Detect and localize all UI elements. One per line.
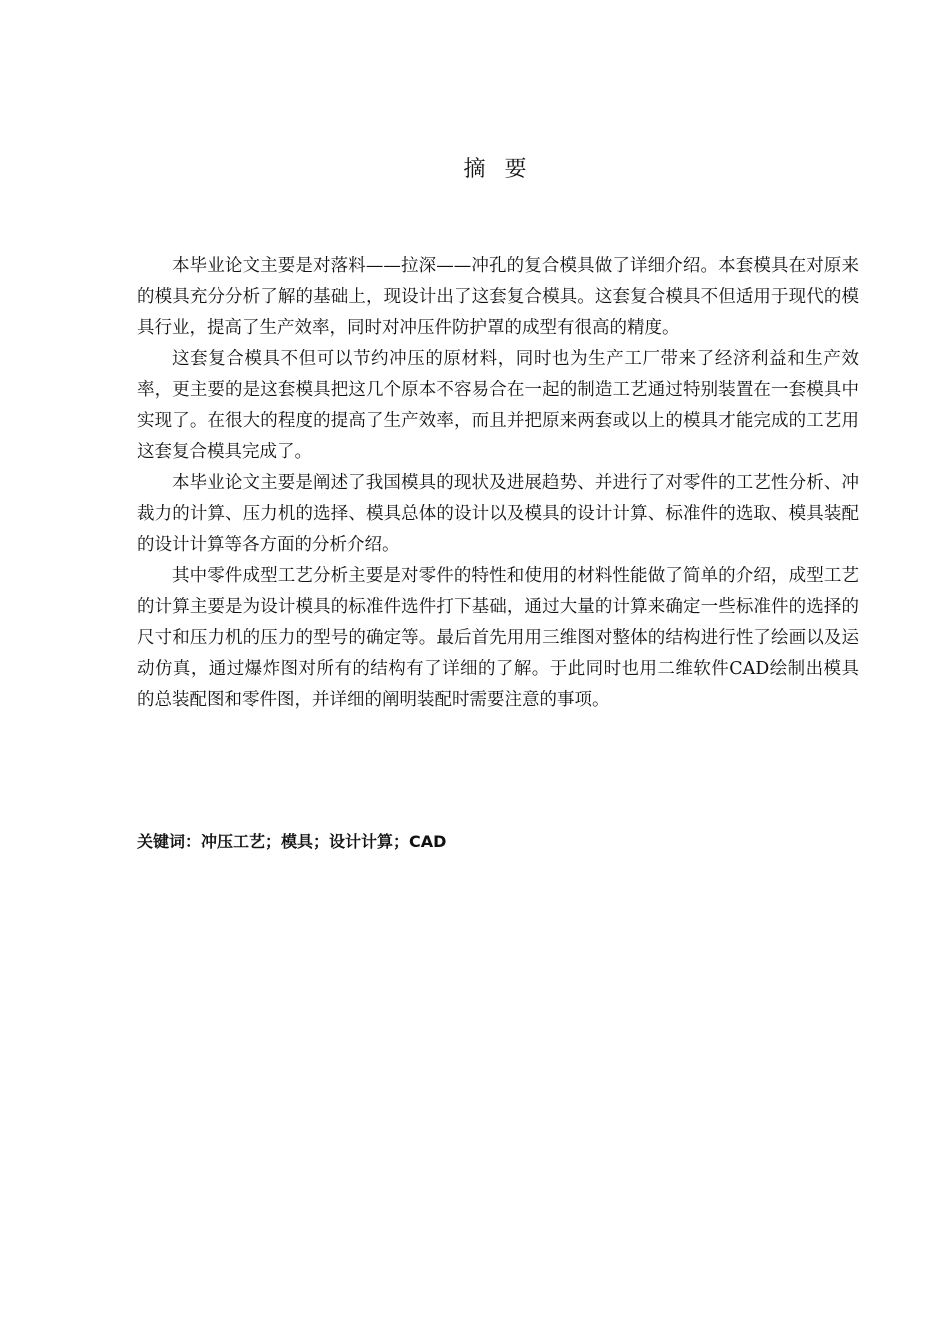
abstract-paragraph: 其中零件成型工艺分析主要是对零件的特性和使用的材料性能做了简单的介绍，成型工艺的计算主要是为设计模具的标准件选件打下基础，通过大量的计算来确定一些标准件的选择的尺寸和压力机的压力的型号的确定等。最后首先用用三维图对整体的结构进行性了绘画以及运动仿真，通过爆炸图对所有的结构有了详细的了解。于此同时也用二维软件CAD绘制出模具的总装配图和零件图，并详细的阐明装配时需要注意的事项。 xyxy=(137,566,859,710)
abstract-paragraph: 本毕业论文主要是对落料——拉深——冲孔的复合模具做了详细介绍。本套模具在对原来的模具充分分析了解的基础上，现设计出了这套复合模具。这套复合模具不但适用于现代的模具行业，提高了生产效率，同时对冲压件防护罩的成型有很高的精度。 xyxy=(137,256,859,338)
abstract-paragraph: 本毕业论文主要是阐述了我国模具的现状及进展趋势、并进行了对零件的工艺性分析、冲裁力的计算、压力机的选择、模具总体的设计以及模具的设计计算、标准件的选取、模具装配的设计计算等各方面的分析介绍。 xyxy=(137,473,859,555)
abstract-title: 摘 要 xyxy=(463,157,533,182)
abstract-paragraph: 这套复合模具不但可以节约冲压的原材料，同时也为生产工厂带来了经济利益和生产效率，更主要的是这套模具把这几个原本不容易合在一起的制造工艺通过特别装置在一套模具中实现了。在很大的程度的提高了生产效率，而且并把原来两套或以上的模具才能完成的工艺用这套复合模具完成了。 xyxy=(137,349,859,462)
keywords-line: 关键词：冲压工艺；模具；设计计算；CAD xyxy=(137,832,447,851)
abstract-body xyxy=(137,251,859,716)
